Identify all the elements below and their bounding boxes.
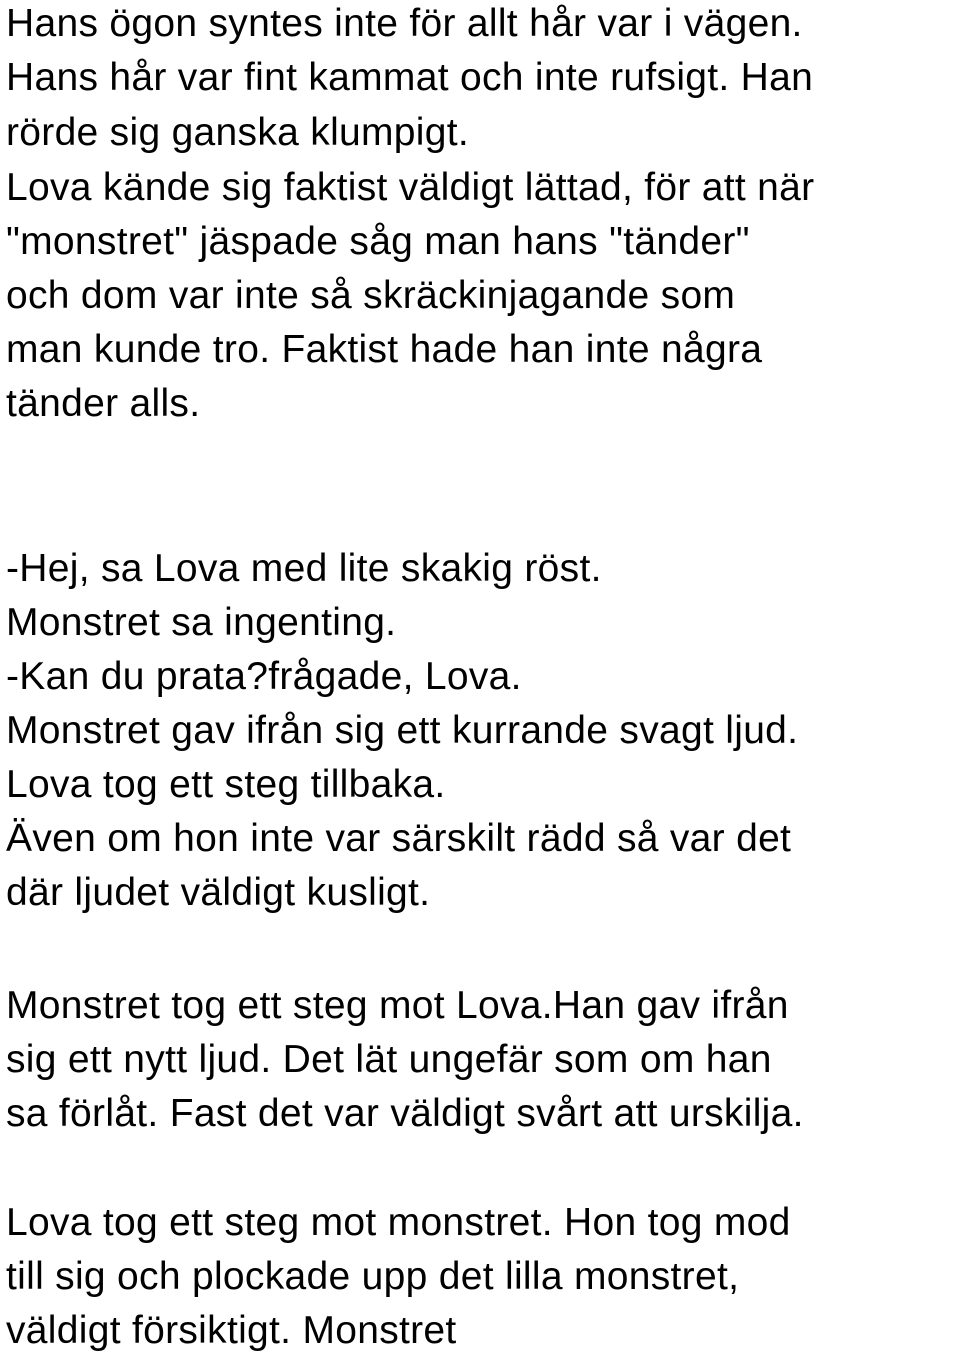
text-line: "monstret" jäspade såg man hans "tänder": [6, 220, 750, 263]
text-line: -Kan du prata?frågade, Lova.: [6, 655, 522, 698]
text-line: Lova kände sig faktist väldigt lättad, för att när: [6, 166, 815, 209]
text-line: Hans ögon syntes inte för allt hår var i vägen.: [6, 2, 803, 45]
text-line: där ljudet väldigt kusligt.: [6, 871, 431, 914]
text-line: Lova tog ett steg mot monstret. Hon tog mod: [6, 1201, 791, 1244]
text-line: rörde sig ganska klumpigt.: [6, 111, 470, 154]
text-line: Monstret sa ingenting.: [6, 601, 397, 644]
text-line: väldigt försiktigt. Monstret: [6, 1309, 457, 1352]
text-line: Även om hon inte var särskilt rädd så var det: [6, 817, 792, 860]
text-line: till sig och plockade upp det lilla monstret,: [6, 1255, 740, 1298]
text-line: Lova tog ett steg tillbaka.: [6, 763, 446, 806]
text-line: sa förlåt. Fast det var väldigt svårt att urskilja.: [6, 1092, 804, 1135]
text-line: -Hej, sa Lova med lite skakig röst.: [6, 547, 602, 590]
text-line: tänder alls.: [6, 382, 201, 425]
text-line: och dom var inte så skräckinjagande som: [6, 274, 736, 317]
text-line: man kunde tro. Faktist hade han inte några: [6, 328, 763, 371]
text-line: Monstret tog ett steg mot Lova.Han gav ifrån: [6, 984, 789, 1027]
text-line: Monstret gav ifrån sig ett kurrande svagt ljud.: [6, 709, 799, 752]
text-line: Hans hår var fint kammat och inte rufsigt. Han: [6, 56, 814, 99]
text-line: sig ett nytt ljud. Det lät ungefär som om han: [6, 1038, 772, 1081]
